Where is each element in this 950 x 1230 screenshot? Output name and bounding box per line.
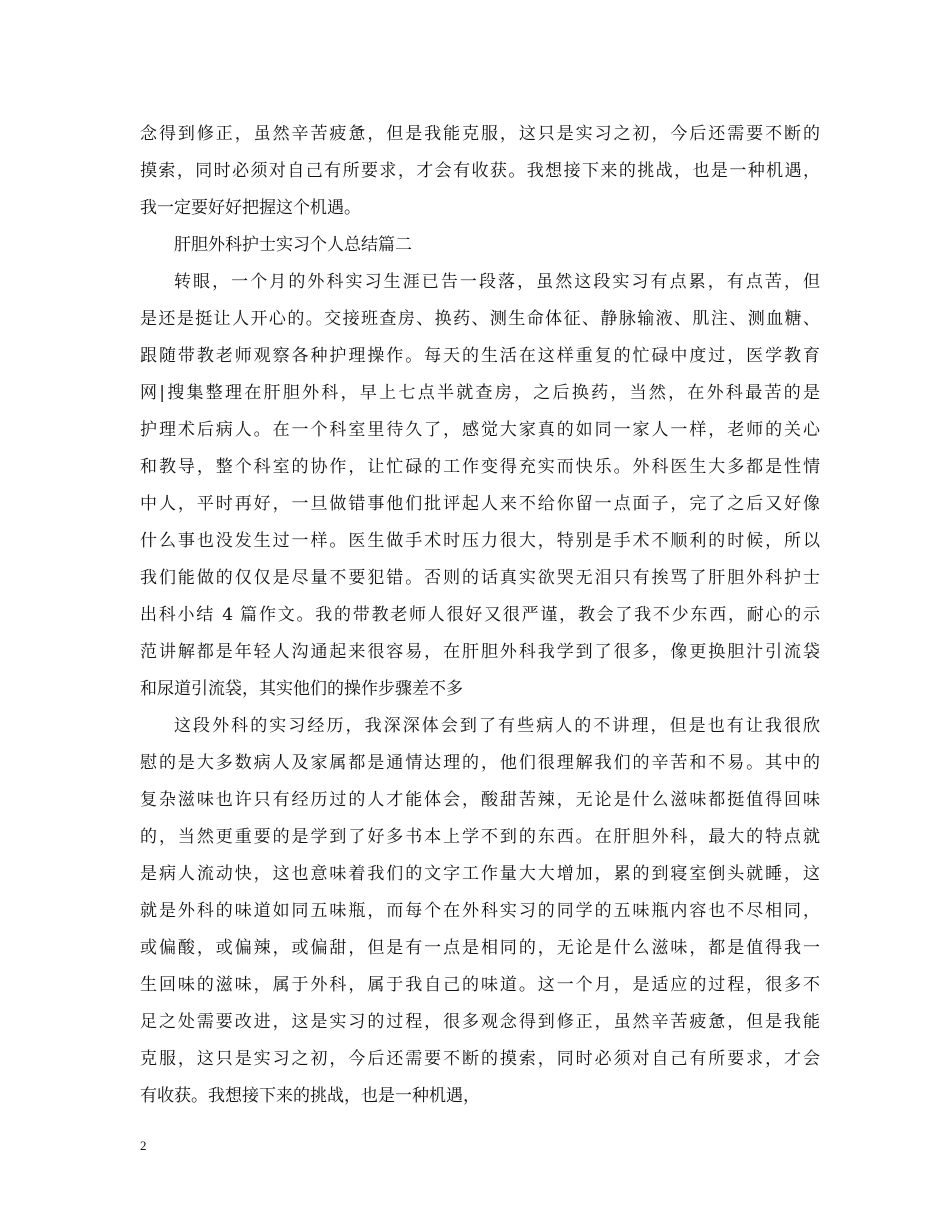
text-line: 足之处需要改进，这是实习的过程，很多观念得到修正，虽然辛苦疲惫，但是我能 <box>140 1012 820 1032</box>
text-line: 范讲解都是年轻人沟通起来很容易，在肝胆外科我学到了很多，像更换胆汁引流袋 <box>140 642 820 662</box>
text-line: 和教导，整个科室的协作，让忙碌的工作变得充实而快乐。外科医生大多都是性情 <box>140 457 820 477</box>
section-heading: 肝胆外科护士实习个人总结篇二 <box>174 235 412 255</box>
text-line: 中人，平时再好，一旦做错事他们批评起人来不给你留一点面子，完了之后又好像 <box>140 494 820 514</box>
text-line: 护理术后病人。在一个科室里待久了，感觉大家真的如同一家人一样，老师的关心 <box>140 420 820 440</box>
text-line: 有收获。我想接下来的挑战，也是一种机遇， <box>140 1086 480 1106</box>
text-line: 慰的是大多数病人及家属都是通情达理的，他们很理解我们的辛苦和不易。其中的 <box>140 753 820 773</box>
text-line: 什么事也没发生过一样。医生做手术时压力很大，特别是手术不顺利的时候，所以 <box>140 531 820 551</box>
text-line: 或偏酸，或偏辣，或偏甜，但是有一点是相同的，无论是什么滋味，都是值得我一 <box>140 938 820 958</box>
text-line: 的，当然更重要的是学到了好多书本上学不到的东西。在肝胆外科，最大的特点就 <box>140 827 820 847</box>
text-line: 我们能做的仅仅是尽量不要犯错。否则的话真实欲哭无泪只有挨骂了肝胆外科护士 <box>140 568 820 588</box>
text-line: 出科小结 4 篇作文。我的带教老师人很好又很严谨，教会了我不少东西，耐心的示 <box>140 605 820 625</box>
text-line: 是病人流动快，这也意味着我们的文字工作量大大增加，累的到寝室倒头就睡，这 <box>140 864 820 884</box>
text-line: 和尿道引流袋，其实他们的操作步骤差不多 <box>140 679 463 699</box>
text-line: 这段外科的实习经历，我深深体会到了有些病人的不讲理，但是也有让我很欣 <box>174 716 820 736</box>
text-line: 我一定要好好把握这个机遇。 <box>140 198 361 218</box>
text-line: 是还是挺让人开心的。交接班查房、换药、测生命体征、静脉输液、肌注、测血糖、 <box>140 309 820 329</box>
page-number: 2 <box>140 1138 147 1153</box>
text-line: 转眼，一个月的外科实习生涯已告一段落，虽然这段实习有点累，有点苦，但 <box>174 272 820 292</box>
text-line: 复杂滋味也许只有经历过的人才能体会，酸甜苦辣，无论是什么滋味都挺值得回味 <box>140 790 820 810</box>
text-line: 念得到修正，虽然辛苦疲惫，但是我能克服，这只是实习之初，今后还需要不断的 <box>140 124 820 144</box>
text-line: 网|搜集整理在肝胆外科，早上七点半就查房，之后换药，当然，在外科最苦的是 <box>140 383 820 403</box>
text-line: 摸索，同时必须对自己有所要求，才会有收获。我想接下来的挑战，也是一种机遇， <box>140 161 820 181</box>
body-text <box>140 116 820 1115</box>
text-line: 生回味的滋味，属于外科，属于我自己的味道。这一个月，是适应的过程，很多不 <box>140 975 820 995</box>
text-line: 克服，这只是实习之初，今后还需要不断的摸索，同时必须对自己有所要求，才会 <box>140 1049 820 1069</box>
text-line: 就是外科的味道如同五味瓶，而每个在外科实习的同学的五味瓶内容也不尽相同， <box>140 901 820 921</box>
text-line: 跟随带教老师观察各种护理操作。每天的生活在这样重复的忙碌中度过，医学教育 <box>140 346 820 366</box>
